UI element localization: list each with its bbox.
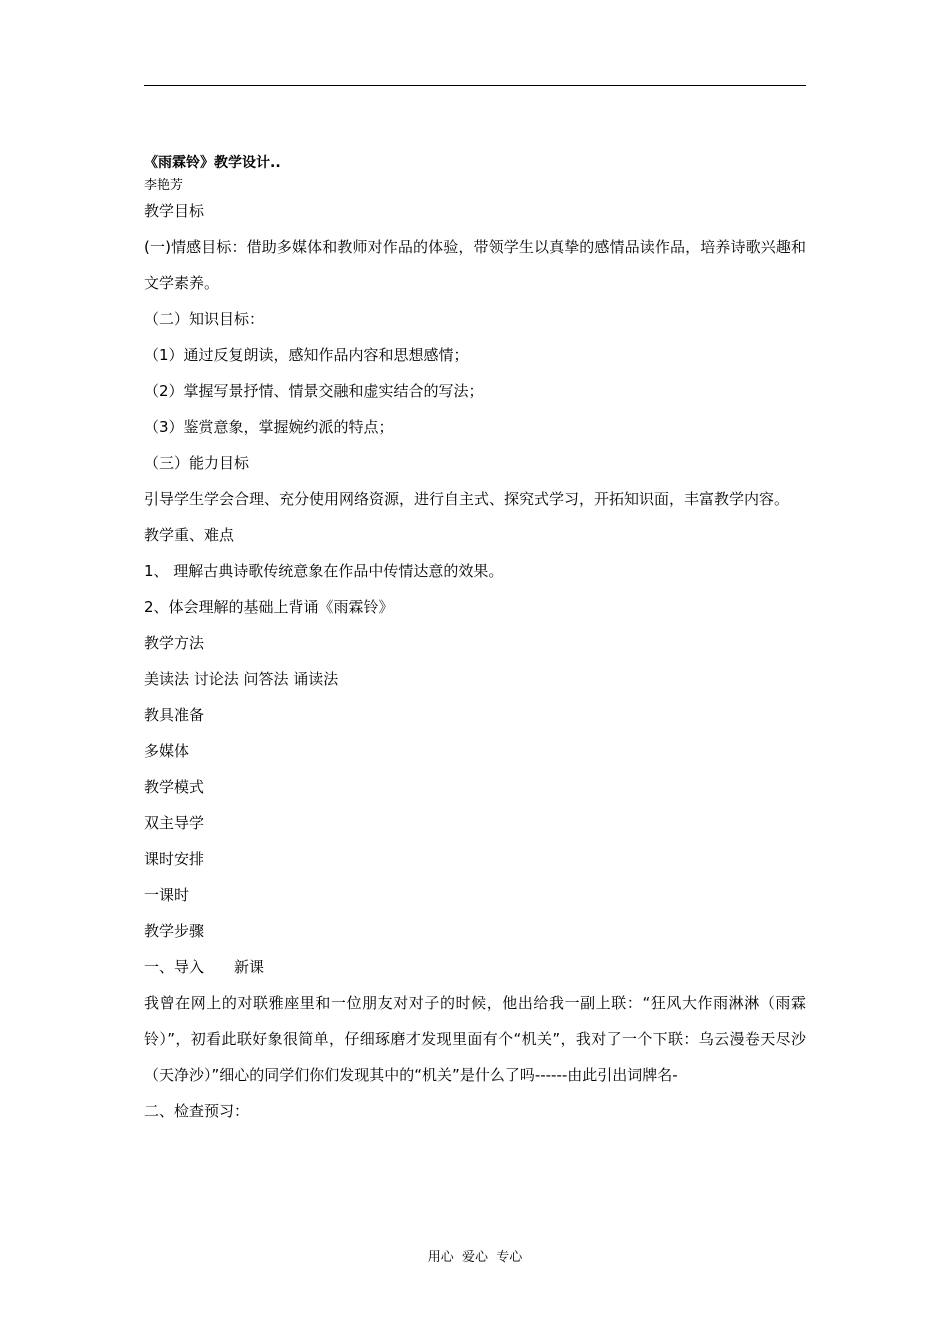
paragraph-step-1-body: 我曾在网上的对联雅座里和一位朋友对对子的时候，他出给我一副上联：“狂风大作雨淋淋（雨霖铃）”，初看此联好象很简单，仔细琢磨才发现里面有个“机关”，我对了一个下联：乌云漫卷天尽沙（天净沙）”细心的同学们你们发现其中的“机关”是什么了吗------由此引出词牌名- (144, 994, 806, 1084)
paragraph-emotional-objective: (一)情感目标：借助多媒体和教师对作品的体验，带领学生以真挚的感情品读作品，培养诗歌兴趣和文学素养。 (144, 238, 806, 292)
section-heading-teaching-aids: 教具准备 (144, 706, 205, 724)
header-rule (144, 85, 806, 86)
section-heading-schedule: 课时安排 (144, 850, 205, 868)
paragraph-step-2-heading: 二、检查预习： (144, 1102, 250, 1120)
document-body (144, 193, 806, 1129)
paragraph-schedule: 一课时 (144, 886, 190, 904)
paragraph-knowledge-item-3: （3）鉴赏意象，掌握婉约派的特点； (144, 418, 394, 436)
page-footer: 用心 爱心 专心 (427, 1250, 523, 1265)
paragraph-knowledge-objective-heading: （二）知识目标： (144, 310, 265, 328)
document-title: 《雨霖铃》教学设计.. (144, 155, 281, 171)
paragraph-teaching-mode: 双主导学 (144, 814, 205, 832)
paragraph-ability-objective: 引导学生学会合理、充分使用网络资源，进行自主式、探究式学习，开拓知识面，丰富教学内容。 (144, 490, 790, 508)
paragraph-methods: 美读法 讨论法 问答法 诵读法 (144, 670, 339, 688)
section-heading-key-points: 教学重、难点 (144, 526, 235, 544)
paragraph-ability-objective-heading: （三）能力目标 (144, 454, 250, 472)
section-heading-methods: 教学方法 (144, 634, 205, 652)
document-author: 李艳芳 (144, 178, 184, 193)
paragraph-step-1-heading: 一、导入 新课 (144, 958, 265, 976)
section-heading-teaching-mode: 教学模式 (144, 778, 205, 796)
paragraph-teaching-aids: 多媒体 (144, 742, 190, 760)
paragraph-key-point-1: 1、 理解古典诗歌传统意象在作品中传情达意的效果。 (144, 562, 504, 580)
paragraph-knowledge-item-2: （2）掌握写景抒情、情景交融和虚实结合的写法； (144, 382, 484, 400)
paragraph-knowledge-item-1: （1）通过反复朗读，感知作品内容和思想感情； (144, 346, 469, 364)
section-heading-objectives: 教学目标 (144, 202, 205, 220)
paragraph-key-point-2: 2、体会理解的基础上背诵《雨霖铃》 (144, 598, 394, 616)
section-heading-steps: 教学步骤 (144, 922, 205, 940)
